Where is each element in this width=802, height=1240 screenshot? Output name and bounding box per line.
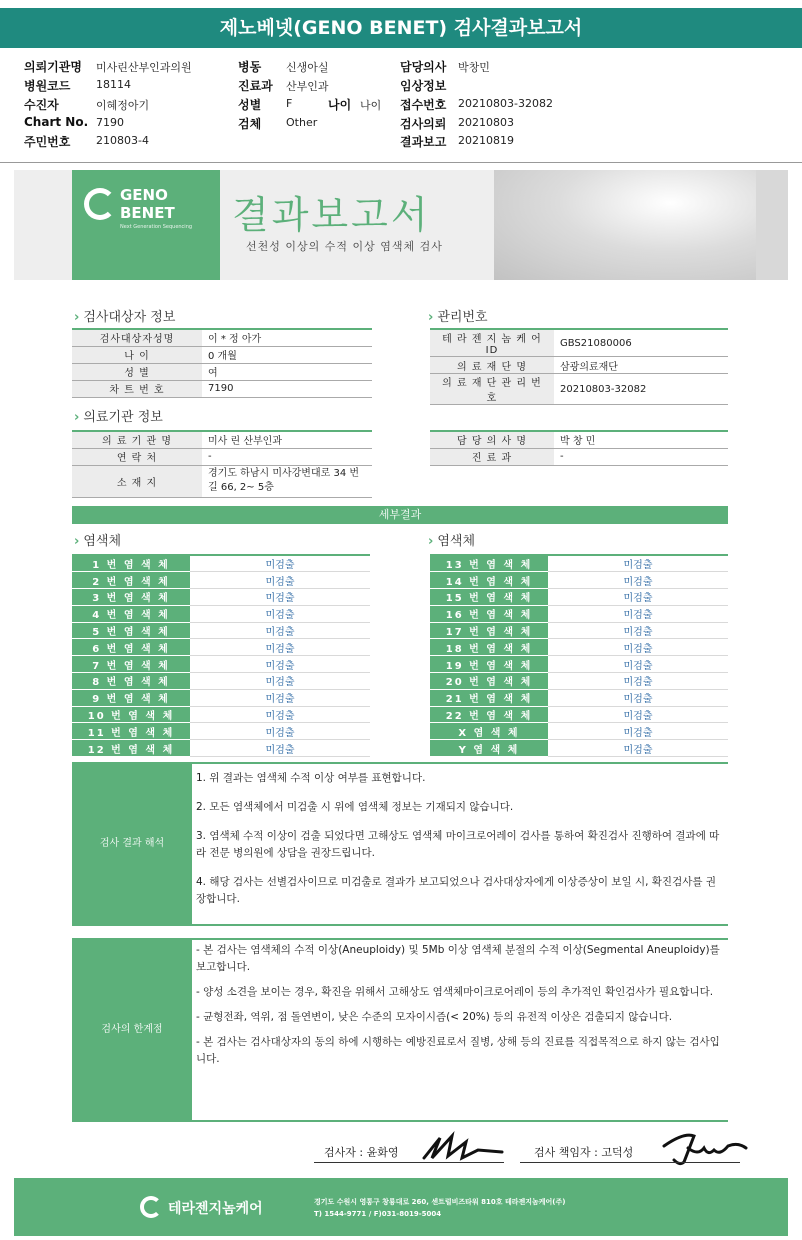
mgmt-key: 의 료 재 단 관 리 번 호 bbox=[430, 374, 554, 405]
facility-key: 의 료 기 관 명 bbox=[72, 431, 202, 448]
limitation-item: - 본 검사는 검사대상자의 동의 하에 시행하는 예방진료로서 질병, 상해 등의 진료를 직접목적으로 하지 않는 검사입니다. bbox=[196, 1036, 720, 1065]
chromosome-result: 미검출 bbox=[548, 589, 728, 606]
chromosome-result: 미검출 bbox=[548, 740, 728, 757]
patient-label: 수진자 bbox=[24, 98, 59, 112]
chromosome-row bbox=[72, 639, 370, 656]
geno-benet-logo-icon bbox=[84, 188, 116, 220]
chromosome-result: 미검출 bbox=[548, 639, 728, 656]
facility-section-title: › 의료기관 정보 bbox=[74, 410, 163, 425]
chromosome-result: 미검출 bbox=[548, 689, 728, 706]
chromosome-row bbox=[72, 555, 370, 572]
chromosome-result: 미검출 bbox=[548, 572, 728, 589]
limitation-item: - 본 검사는 염색체의 수적 이상(Aneuploidy) 및 5Mb 이상 염색체 분절의 수적 이상(Segmental Aneuploidy)를 보고합니다. bbox=[196, 944, 720, 973]
chromosome-result: 미검출 bbox=[190, 605, 370, 622]
chromosome-name: 21 번 염 색 체 bbox=[430, 689, 548, 706]
facility-row bbox=[72, 465, 372, 497]
divider bbox=[0, 162, 802, 163]
subject-row bbox=[72, 346, 372, 363]
facility-right-value: - bbox=[554, 448, 728, 465]
chromosome-name: 16 번 염 색 체 bbox=[430, 605, 548, 622]
facility-right-key: 담 당 의 사 명 bbox=[430, 431, 554, 448]
chromosome-row bbox=[430, 723, 728, 740]
chromosome-result: 미검출 bbox=[190, 740, 370, 757]
report-date-value: 20210819 bbox=[458, 134, 514, 147]
facility-table bbox=[72, 430, 372, 498]
receipt-value: 20210803-32082 bbox=[458, 97, 553, 110]
facility-key: 연 락 처 bbox=[72, 448, 202, 465]
chart-value: 7190 bbox=[96, 116, 124, 129]
chevron-right-icon: › bbox=[74, 410, 80, 425]
logo-subtext: Next Generation Sequencing bbox=[120, 224, 193, 230]
chromosome-result: 미검출 bbox=[548, 656, 728, 673]
patient-value: 이혜정아기 bbox=[96, 99, 150, 112]
chromosome-name: 18 번 염 색 체 bbox=[430, 639, 548, 656]
mgmt-row bbox=[430, 357, 728, 374]
report-footer bbox=[14, 1178, 788, 1236]
patient-info bbox=[0, 48, 802, 166]
chromosome-name: 15 번 염 색 체 bbox=[430, 589, 548, 606]
chevron-right-icon: › bbox=[428, 534, 434, 549]
chromosome-name: Y 염 색 체 bbox=[430, 740, 548, 757]
subject-key: 나 이 bbox=[72, 346, 202, 363]
subject-row bbox=[72, 380, 372, 397]
facility-value: - bbox=[202, 448, 372, 465]
banner-title: 결과보고서 bbox=[232, 193, 431, 237]
chromosome-name: 12 번 염 색 체 bbox=[72, 740, 190, 757]
facility-right-row bbox=[430, 431, 728, 448]
chromosome-name: 11 번 염 색 체 bbox=[72, 723, 190, 740]
sex-value: F bbox=[286, 97, 293, 110]
limitations-text bbox=[196, 942, 726, 1076]
subject-table bbox=[72, 328, 372, 398]
limitation-item: - 양성 소견을 보이는 경우, 확진을 위해서 고해상도 염색체마이크로어레이 등의 추가적인 확인검사가 필요합니다. bbox=[196, 986, 714, 998]
chromosome-row bbox=[72, 706, 370, 723]
chevron-right-icon: › bbox=[74, 534, 80, 549]
chromosome-name: 4 번 염 색 체 bbox=[72, 605, 190, 622]
chromosome-result: 미검출 bbox=[190, 572, 370, 589]
chromosome-left-table bbox=[72, 554, 370, 757]
chromosome-result: 미검출 bbox=[548, 706, 728, 723]
footer-phone: T) 1544-9771 / F)031-8019-5004 bbox=[314, 1210, 442, 1218]
chromosome-left-title: › 염색체 bbox=[74, 534, 122, 549]
chromosome-result: 미검출 bbox=[190, 706, 370, 723]
chromosome-name: 1 번 염 색 체 bbox=[72, 555, 190, 572]
facility-key: 소 재 지 bbox=[72, 465, 202, 497]
chromosome-result: 미검출 bbox=[190, 555, 370, 572]
receipt-label: 접수번호 bbox=[400, 98, 447, 112]
banner-subtitle: 선천성 이상의 수적 이상 염색체 검사 bbox=[246, 240, 443, 253]
subject-key: 성 별 bbox=[72, 363, 202, 380]
chromosome-result: 미검출 bbox=[548, 673, 728, 690]
chromosome-result: 미검출 bbox=[190, 673, 370, 690]
subject-value: 여 bbox=[202, 363, 372, 380]
chromosome-row bbox=[430, 639, 728, 656]
chromosome-row bbox=[430, 605, 728, 622]
chromosome-row bbox=[72, 656, 370, 673]
institution-value: 미사린산부인과의원 bbox=[96, 61, 192, 74]
interpretation-section bbox=[72, 762, 728, 926]
banner-photo bbox=[494, 170, 788, 280]
chromosome-row bbox=[72, 572, 370, 589]
chromosome-name: 5 번 염 색 체 bbox=[72, 622, 190, 639]
chromosome-row bbox=[430, 555, 728, 572]
facility-row bbox=[72, 431, 372, 448]
chromosome-row bbox=[430, 572, 728, 589]
request-value: 20210803 bbox=[458, 116, 514, 129]
facility-row bbox=[72, 448, 372, 465]
chromosome-name: 22 번 염 색 체 bbox=[430, 706, 548, 723]
chromosome-name: 7 번 염 색 체 bbox=[72, 656, 190, 673]
clinical-label: 임상정보 bbox=[400, 79, 447, 93]
interpretation-item: 2. 모든 염색체에서 미검출 시 위에 염색체 정보는 기재되지 않습니다. bbox=[196, 801, 514, 813]
chromosome-row bbox=[72, 605, 370, 622]
chart-label: Chart No. bbox=[24, 115, 89, 129]
footer-address-block bbox=[314, 1196, 565, 1220]
chromosome-result: 미검출 bbox=[190, 689, 370, 706]
chromosome-row bbox=[72, 740, 370, 757]
supervisor-signature-icon bbox=[654, 1126, 754, 1170]
report-date-label: 결과보고 bbox=[400, 135, 447, 149]
report-header bbox=[0, 0, 802, 48]
mgmt-row bbox=[430, 374, 728, 405]
interpretation-item: 1. 위 결과는 염색체 수적 이상 여부를 표현합니다. bbox=[196, 772, 426, 784]
chromosome-name: 9 번 염 색 체 bbox=[72, 689, 190, 706]
limitations-section bbox=[72, 938, 728, 1122]
supervisor-signature-line bbox=[520, 1162, 740, 1163]
chromosome-row bbox=[430, 740, 728, 757]
request-label: 검사의뢰 bbox=[400, 117, 447, 131]
chromosome-result: 미검출 bbox=[548, 555, 728, 572]
mgmt-value: 삼광의료재단 bbox=[554, 357, 728, 374]
chromosome-right-title: › 염색체 bbox=[428, 534, 476, 549]
specimen-value: Other bbox=[286, 116, 318, 129]
chromosome-row bbox=[72, 689, 370, 706]
mgmt-table bbox=[430, 328, 728, 405]
report-page bbox=[14, 170, 802, 1236]
footer-address: 경기도 수원시 영통구 창룡대로 260, 센트럴비즈타워 810호 테라젠지놈케어(주) bbox=[314, 1198, 566, 1206]
logo-text-line1: GENO bbox=[120, 186, 168, 204]
chromosome-name: 2 번 염 색 체 bbox=[72, 572, 190, 589]
institution-label: 의뢰기관명 bbox=[24, 60, 82, 74]
chromosome-row bbox=[430, 673, 728, 690]
chromosome-result: 미검출 bbox=[548, 605, 728, 622]
subject-key: 차 트 번 호 bbox=[72, 380, 202, 397]
interpretation-item: 3. 염색체 수적 이상이 검출 되었다면 고해상도 염색체 마이크로어레이 검사를 통하여 확진검사 진행하여 결과에 따라 전문 병의원에 상담을 권장드립니다. bbox=[196, 830, 720, 859]
mgmt-row bbox=[430, 329, 728, 357]
chromosome-row bbox=[72, 622, 370, 639]
tester-signature-label: 검사자 : 윤화영 bbox=[324, 1146, 399, 1159]
mgmt-section-title: › 관리번호 bbox=[428, 310, 488, 325]
id-value: 210803-4 bbox=[96, 134, 149, 147]
hospital-code-value: 18114 bbox=[96, 78, 131, 91]
mgmt-value: GBS21080006 bbox=[554, 329, 728, 357]
subject-value: 이 * 정 아가 bbox=[202, 329, 372, 346]
doctor-value: 박창민 bbox=[458, 61, 490, 74]
chromosome-name: 14 번 염 색 체 bbox=[430, 572, 548, 589]
chromosome-row bbox=[430, 689, 728, 706]
chromosome-row bbox=[430, 622, 728, 639]
specimen-label: 검체 bbox=[238, 117, 262, 131]
chromosome-result: 미검출 bbox=[190, 589, 370, 606]
hospital-code-label: 병원코드 bbox=[24, 79, 71, 93]
chromosome-result: 미검출 bbox=[190, 639, 370, 656]
logo-text-line2: BENET bbox=[120, 204, 175, 222]
sex-label: 성별 bbox=[238, 98, 262, 112]
ward-value: 신생아실 bbox=[286, 61, 329, 74]
report-title: 제노베넷(GENO BENET) 검사결과보고서 bbox=[0, 8, 802, 48]
interpretation-label: 검사 결과 해석 bbox=[72, 764, 192, 924]
terragen-logo-icon bbox=[140, 1196, 162, 1218]
interpretation-text bbox=[196, 770, 726, 920]
chromosome-name: 13 번 염 색 체 bbox=[430, 555, 548, 572]
subject-value: 7190 bbox=[202, 380, 372, 397]
dept-label: 진료과 bbox=[238, 79, 273, 93]
chromosome-name: 6 번 염 색 체 bbox=[72, 639, 190, 656]
chevron-right-icon: › bbox=[428, 310, 434, 325]
chromosome-row bbox=[72, 723, 370, 740]
subject-value: 0 개월 bbox=[202, 346, 372, 363]
supervisor-signature-label: 검사 책임자 : 고덕성 bbox=[534, 1146, 634, 1159]
footer-company: 테라젠지놈케어 bbox=[168, 1201, 263, 1217]
doctor-label: 담당의사 bbox=[400, 60, 447, 74]
age-value: 나이 bbox=[360, 99, 382, 112]
subject-row bbox=[72, 329, 372, 346]
limitations-label: 검사의 한계점 bbox=[72, 940, 192, 1120]
facility-value: 미사 린 산부인과 bbox=[202, 431, 372, 448]
chromosome-name: X 염 색 체 bbox=[430, 723, 548, 740]
chromosome-row bbox=[430, 589, 728, 606]
chromosome-row bbox=[430, 656, 728, 673]
mgmt-key: 테 라 젠 지 놈 케 어 ID bbox=[430, 329, 554, 357]
chromosome-row bbox=[430, 706, 728, 723]
facility-right-key: 진 료 과 bbox=[430, 448, 554, 465]
chromosome-row bbox=[72, 589, 370, 606]
subject-key: 검사대상자성명 bbox=[72, 329, 202, 346]
chromosome-row bbox=[72, 673, 370, 690]
facility-right-value: 박 창 민 bbox=[554, 431, 728, 448]
facility-right-table bbox=[430, 430, 728, 466]
chromosome-name: 10 번 염 색 체 bbox=[72, 706, 190, 723]
report-banner bbox=[14, 170, 788, 280]
facility-right-row bbox=[430, 448, 728, 465]
interpretation-item: 4. 해당 검사는 선별검사이므로 미검출로 결과가 보고되었으나 검사대상자에게 이상증상이 보일 시, 확진검사를 권장합니다. bbox=[196, 876, 716, 905]
banner-edge bbox=[756, 170, 788, 280]
facility-value: 경기도 하남시 미사강변대로 34 번길 66, 2~ 5층 bbox=[202, 465, 372, 497]
chromosome-result: 미검출 bbox=[548, 723, 728, 740]
chromosome-result: 미검출 bbox=[190, 656, 370, 673]
mgmt-value: 20210803-32082 bbox=[554, 374, 728, 405]
chromosome-result: 미검출 bbox=[190, 723, 370, 740]
dept-value: 산부인과 bbox=[286, 80, 329, 93]
tester-signature-line bbox=[314, 1162, 504, 1163]
chevron-right-icon: › bbox=[74, 310, 80, 325]
subject-row bbox=[72, 363, 372, 380]
chromosome-name: 3 번 염 색 체 bbox=[72, 589, 190, 606]
chromosome-name: 19 번 염 색 체 bbox=[430, 656, 548, 673]
chromosome-result: 미검출 bbox=[548, 622, 728, 639]
limitation-item: - 균형전좌, 역위, 점 돌연변이, 낮은 수준의 모자이시즘(< 20%) 등의 유전적 이상은 검출되지 않습니다. bbox=[196, 1011, 673, 1023]
detail-results-bar: 세부결과 bbox=[72, 506, 728, 524]
subject-section-title: › 검사대상자 정보 bbox=[74, 310, 176, 325]
age-label: 나이 bbox=[328, 98, 352, 112]
chromosome-name: 8 번 염 색 체 bbox=[72, 673, 190, 690]
chromosome-name: 20 번 염 색 체 bbox=[430, 673, 548, 690]
mgmt-key: 의 료 재 단 명 bbox=[430, 357, 554, 374]
chromosome-result: 미검출 bbox=[190, 622, 370, 639]
ward-label: 병동 bbox=[238, 60, 262, 74]
id-label: 주민번호 bbox=[24, 135, 71, 149]
chromosome-right-table bbox=[430, 554, 728, 757]
chromosome-name: 17 번 염 색 체 bbox=[430, 622, 548, 639]
